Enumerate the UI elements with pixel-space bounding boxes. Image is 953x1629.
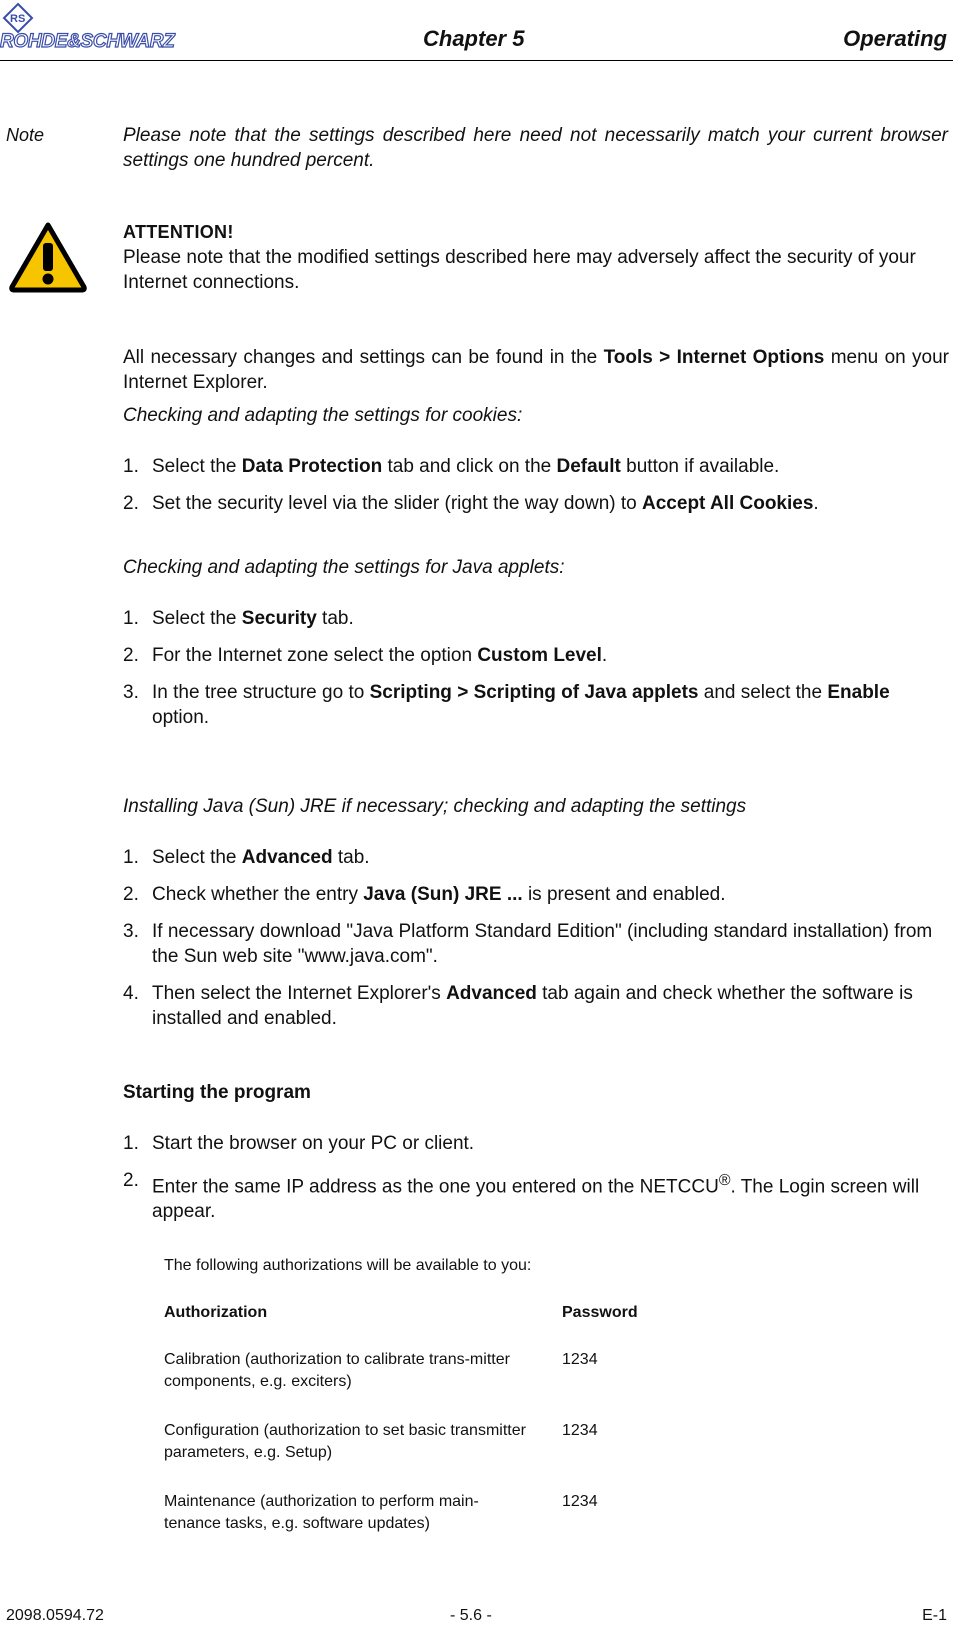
svg-text:RS: RS (10, 13, 26, 25)
list-item: 1. Select the Data Protection tab and click on the Default button if available. (123, 456, 780, 477)
attention-title: ATTENTION! (123, 222, 234, 242)
list-item: 4. Then select the Internet Explorer's Advanced tab again and check whether the software is installed and enabled. (123, 983, 913, 1029)
java-heading: Checking and adapting the settings for Java applets: (123, 557, 565, 578)
edition: E-1 (922, 1607, 947, 1624)
table-row (164, 1349, 824, 1420)
auth-table (164, 1302, 824, 1562)
logo-text: ROHDE&SCHWARZ (0, 31, 175, 52)
intro-paragraph: All necessary changes and settings can be found in the Tools > Internet Options menu on your Internet Explorer. (123, 347, 949, 393)
cookies-heading: Checking and adapting the settings for cookies: (123, 405, 523, 426)
starting-program-title: Starting the program (123, 1082, 311, 1103)
auth-name: Maintenance (authorization to perform main-tenance tasks, e.g. software updates) (164, 1493, 479, 1532)
doc-number: 2098.0594.72 (6, 1607, 104, 1624)
warning-triangle-icon (8, 221, 88, 293)
table-header-row (164, 1302, 824, 1349)
java-steps (123, 606, 949, 742)
list-item: 3. In the tree structure go to Scripting > Scripting of Java applets and select the Enable option. (123, 682, 890, 728)
col-authorization: Authorization (164, 1304, 268, 1321)
auth-password: 1234 (562, 1351, 598, 1368)
chapter-title: Chapter 5 (423, 26, 525, 51)
cookies-steps (123, 454, 949, 528)
note-label: Note (6, 125, 45, 145)
jre-heading: Installing Java (Sun) JRE if necessary; checking and adapting the settings (123, 796, 747, 817)
list-item: 2. Set the security level via the slider (right the way down) to Accept All Cookies. (123, 493, 819, 514)
auth-name: Calibration (authorization to calibrate trans-mitter components, e.g. exciters) (164, 1351, 510, 1390)
note-text: Please note that the settings described here need not necessarily match your current browser settings one hundred percent. (123, 125, 948, 171)
section-title-header: Operating (843, 26, 947, 51)
list-item: 3. If necessary download "Java Platform Standard Edition" (including standard installation) from the Sun web site "www.java.com". (123, 921, 933, 967)
table-row (164, 1491, 824, 1562)
menu-path: Tools > Internet Options (603, 347, 825, 368)
list-item: 1. Select the Security tab. (123, 608, 354, 629)
header-divider (0, 60, 953, 61)
list-item: 1. Start the browser on your PC or client. (123, 1133, 475, 1154)
list-item: 2. For the Internet zone select the option Custom Level. (123, 645, 608, 666)
auth-intro: The following authorizations will be available to you: (164, 1257, 532, 1274)
auth-password: 1234 (562, 1493, 598, 1510)
list-item: 1. Select the Advanced tab. (123, 847, 370, 868)
auth-name: Configuration (authorization to set basic transmitter parameters, e.g. Setup) (164, 1422, 526, 1461)
start-steps (123, 1131, 949, 1236)
list-item: 2. Enter the same IP address as the one you entered on the NETCCU®. The Login screen will appear. (123, 1170, 920, 1223)
col-password: Password (562, 1304, 638, 1321)
attention-text: Please note that the modified settings described here may adversely affect the security of your Internet connections. (123, 247, 916, 293)
jre-steps (123, 845, 949, 1043)
list-item: 2. Check whether the entry Java (Sun) JRE ... is present and enabled. (123, 884, 726, 905)
auth-password: 1234 (562, 1422, 598, 1439)
page-number: - 5.6 - (450, 1607, 492, 1624)
table-row (164, 1420, 824, 1491)
